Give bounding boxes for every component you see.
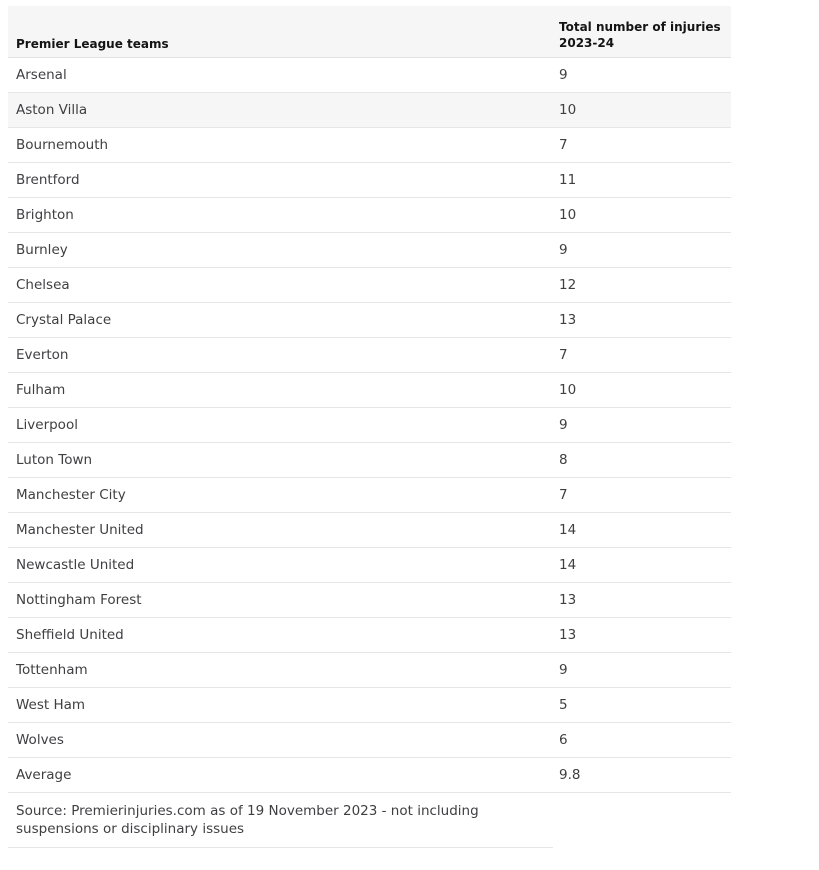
team-name: Nottingham Forest [16, 592, 142, 608]
team-name: Wolves [16, 732, 64, 748]
team-name: Burnley [16, 242, 68, 258]
team-name: Fulham [16, 382, 66, 398]
table-row [8, 583, 731, 618]
team-name: Bournemouth [16, 137, 109, 153]
team-name: Everton [16, 347, 69, 363]
injury-count: 7 [559, 487, 568, 503]
team-name: Crystal Palace [16, 312, 112, 328]
team-name: Newcastle United [16, 557, 135, 573]
table-row [8, 443, 731, 478]
injury-count: 10 [559, 102, 577, 118]
injury-count: 9 [559, 242, 568, 258]
team-name: Tottenham [16, 662, 88, 678]
team-name: Luton Town [16, 452, 93, 468]
team-name: Brentford [16, 172, 80, 188]
table-row [8, 513, 731, 548]
injury-count: 13 [559, 312, 577, 328]
table-row [8, 233, 731, 268]
table-row [8, 408, 731, 443]
team-name: Manchester City [16, 487, 126, 503]
injury-count: 13 [559, 627, 577, 643]
table-row [8, 163, 731, 198]
team-name: Average [16, 767, 72, 783]
team-name: Aston Villa [16, 102, 88, 118]
team-name: Arsenal [16, 67, 67, 83]
table-row [8, 338, 731, 373]
team-name: Brighton [16, 207, 74, 223]
table-row [8, 128, 731, 163]
table-row [8, 58, 731, 93]
table-row [8, 618, 731, 653]
injury-count: 14 [559, 557, 577, 573]
team-name: Chelsea [16, 277, 70, 293]
header-team: Premier League teams [16, 37, 169, 51]
team-name: Sheffield United [16, 627, 124, 643]
table-row [8, 198, 731, 233]
table-row [8, 723, 731, 758]
team-name: Liverpool [16, 417, 78, 433]
table-row [8, 268, 731, 303]
injury-count: 13 [559, 592, 577, 608]
injury-count: 8 [559, 452, 568, 468]
source-note: Source: Premierinjuries.com as of 19 November 2023 - not including suspensions or disciplinary issues [8, 793, 553, 848]
injury-count: 9.8 [559, 767, 581, 783]
injury-count: 9 [559, 662, 568, 678]
injury-count: 14 [559, 522, 577, 538]
table-row [8, 373, 731, 408]
injury-count: 11 [559, 172, 577, 188]
table-row [8, 303, 731, 338]
table-header [8, 6, 731, 58]
table-row [8, 548, 731, 583]
injury-count: 7 [559, 347, 568, 363]
table-row [8, 93, 731, 128]
injury-count: 10 [559, 207, 577, 223]
injury-count: 5 [559, 697, 568, 713]
injury-count: 10 [559, 382, 577, 398]
injury-count: 9 [559, 67, 568, 83]
table-row [8, 478, 731, 513]
injury-count: 7 [559, 137, 568, 153]
injuries-table [8, 6, 731, 848]
team-name: Manchester United [16, 522, 144, 538]
header-injuries: Total number of injuries 2023-24 [559, 20, 721, 50]
injury-count: 6 [559, 732, 568, 748]
team-name: West Ham [16, 697, 86, 713]
table-row [8, 653, 731, 688]
table-body [8, 58, 731, 793]
injury-count: 12 [559, 277, 577, 293]
injury-count: 9 [559, 417, 568, 433]
table-row [8, 758, 731, 793]
table-row [8, 688, 731, 723]
